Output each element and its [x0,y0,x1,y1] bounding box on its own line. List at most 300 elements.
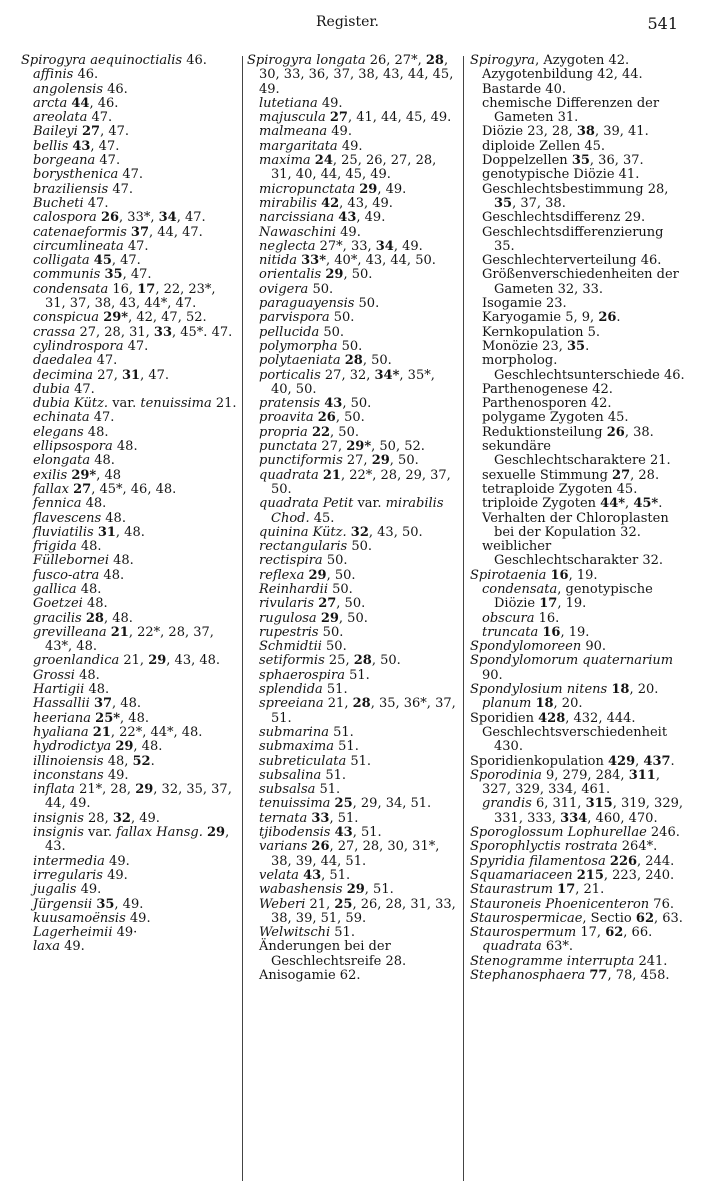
index-entry [247,354,459,368]
entry-text: , 37, 38. [512,195,566,211]
index-entry [470,211,688,225]
entry-text: 32 [112,810,131,826]
index-entry [21,397,239,411]
entry-text: 315 [585,796,613,812]
entry-text: sphaerospira [259,667,345,683]
index-entry [21,855,239,869]
entry-text: 29* [346,439,372,455]
entry-text: . [670,753,675,769]
entry-text: , 49. [114,896,144,912]
entry-text: ternata [259,810,308,826]
entry-text: 49. [125,910,151,926]
index-entry [247,497,459,526]
index-entry [247,612,459,626]
entry-text: pellucida [259,324,320,340]
entry-text: insignis [33,825,84,841]
entry-text: Squamariaceen [470,867,573,883]
entry-text: , 47. [111,253,141,269]
index-entry [470,354,688,383]
entry-text: 29* [71,467,97,483]
entry-text: 16, [108,281,138,297]
entry-text: spreeiana [259,696,324,712]
index-entry [470,869,688,883]
entry-text: polymorpha [259,338,338,354]
index-column-2 [247,54,459,983]
entry-text: obscura [482,610,535,626]
entry-text: 26, 27*, [365,53,426,68]
entry-text: 48, [103,753,133,769]
entry-text: intermedia [33,853,105,869]
entry-text: Bastarde 40. [482,81,566,97]
entry-text: frigida [33,539,77,555]
entry-text: 31 [122,367,141,383]
entry-text: , 45*, 46, 48. [91,481,177,497]
entry-text: 27, [342,453,372,469]
entry-text: Stenogramme interrupta [470,953,635,969]
entry-text: parvispora [259,310,330,326]
entry-text: planum [482,696,532,712]
index-entry [470,469,688,483]
entry-text: 21, [305,896,335,912]
index-entry [21,469,239,483]
index-entry [21,311,239,325]
index-entry [470,940,688,954]
index-entry [247,569,459,583]
entry-text: , 46. [89,95,119,111]
entry-text: Hassallii [33,696,90,712]
entry-text: 43 [338,210,357,226]
entry-text: , 49. [356,210,386,226]
entry-text: Füllebornei [33,553,109,569]
entry-text: chemische Differenzen der Gameten 31. [482,95,660,126]
index-entry [247,669,459,683]
index-entry [247,326,459,340]
entry-text: 46. [103,81,128,97]
entry-text: fennica [33,496,82,512]
entry-text: genotypische Diözie 41. [482,167,640,183]
entry-text: Grossi [33,667,75,683]
index-entry [470,497,688,511]
entry-text: 49. [102,867,128,883]
index-entry [470,569,688,583]
entry-text: 21. [211,396,237,412]
entry-text: Welwitschi [259,925,331,941]
entry-text: tetraploide Zygoten 45. [482,481,638,497]
entry-text: 16 [550,567,569,583]
entry-text: 51. [315,782,341,798]
index-entry [470,626,688,640]
index-entry [21,426,239,440]
entry-text: 21, [323,696,353,712]
entry-text: , 51. [329,810,359,826]
entry-text: Spondylomoreen [470,639,582,655]
entry-text: , 47. [140,367,170,383]
entry-text: 48. [99,567,125,583]
index-entry [21,383,239,397]
entry-text: arcta [33,95,68,111]
entry-text: 44* [600,496,626,512]
entry-text: 52 [132,753,151,769]
entry-text: 47. [108,181,133,197]
entry-text: , 22*, 28, 29, 37, 50. [271,467,451,497]
index-entry [21,540,239,554]
entry-text: 28 [344,353,363,369]
entry-text: 50. [354,296,380,312]
entry-text: , 460, 470. [587,810,658,826]
entry-text: 50. [308,281,334,297]
entry-text: Staurastrum [470,882,554,898]
entry-text: 21, [119,653,149,669]
entry-text: 34 [375,238,394,254]
index-entry [470,140,688,154]
entry-text: , 19. [557,596,587,612]
index-entry [470,912,688,926]
entry-text: 51. [328,724,354,740]
entry-text: weiblicher Geschlechtscharakter 32. [482,539,663,569]
entry-text: 48. [83,424,109,440]
entry-text: 76. [649,896,674,912]
entry-text: Hartigii [33,682,85,698]
entry-text: Lagerheimii [33,925,113,941]
entry-text: subsalsa [259,782,316,798]
index-entry [247,526,459,540]
index-entry [470,54,688,68]
index-entry [21,111,239,125]
entry-text: 17 [137,281,156,297]
entry-text: , 50. [335,410,365,426]
entry-text: 50. [328,581,353,597]
entry-text: , 43. [45,825,230,855]
index-entry [21,654,239,668]
entry-text: hyaliana [33,724,89,740]
index-entry [247,769,459,783]
page-number: 541 [647,14,678,33]
entry-text: 48. [76,581,102,597]
entry-text: malmeana [259,124,328,140]
entry-text: 26 [598,310,617,326]
entry-text: 47. [118,167,144,183]
index-entry [247,226,459,240]
entry-text: subreticulata [259,753,347,769]
entry-text: orientalis [259,267,322,283]
index-entry [21,83,239,97]
entry-text: cylindrospora [33,338,124,354]
entry-text: 27, 28, 31, [75,324,154,340]
entry-text: 37 [130,224,150,240]
entry-text: , 51. [364,882,394,898]
entry-text: paraguayensis [259,296,355,312]
entry-text: , 48 [96,467,122,483]
index-entry [247,626,459,640]
entry-text: 28 [353,653,372,669]
entry-text: 49. [317,95,343,111]
index-entry [470,683,688,697]
entry-text: proavita [259,410,314,426]
index-entry [247,697,459,726]
entry-text: calospora [33,210,97,226]
entry-text: , 51. [352,825,382,841]
entry-text: 334 [560,810,588,826]
entry-text: irregularis [33,867,103,883]
entry-text: , 48. [120,710,149,726]
index-entry [247,125,459,139]
index-entry [21,197,239,211]
entry-text: 29 [207,825,226,841]
entry-text: , 50. [342,396,372,412]
entry-text: Nawaschini [259,224,337,240]
index-entry [21,68,239,82]
entry-text: 29 [359,181,378,197]
index-entry [21,926,239,940]
index-entry [247,755,459,769]
entry-text: 50. [319,324,345,340]
index-entry [21,454,239,468]
entry-text: , 44, 47. [149,224,203,240]
entry-text: borysthenica [33,167,119,183]
entry-text: , 33*, [119,210,159,226]
index-entry [21,697,239,711]
entry-text: , 35*, 40, 50. [271,367,435,397]
entry-text: grevilleana [33,624,107,640]
entry-text: 43 [324,396,343,412]
index-entry [21,769,239,783]
entry-text: 34* [374,367,400,383]
entry-text: 29 [308,567,327,583]
entry-text: 90. [581,639,607,655]
entry-text: , 26, 28, 31, 33, 38, 39, 51, 59. [271,896,456,926]
index-entry [470,326,688,340]
entry-text: Spirotaenia [470,567,547,583]
index-entry [470,311,688,325]
entry-text: , 43, 49. [339,195,393,211]
index-entry [247,111,459,125]
entry-text: 9, 279, 284, [541,767,629,783]
entry-text: Spirogyra longata [247,53,366,68]
index-entry [470,154,688,168]
entry-text: 26 [317,410,336,426]
entry-text: gallica [33,581,77,597]
entry-text: Sporidien [470,710,539,726]
entry-text: Verhalten der Chloroplasten bei der Kopulation 32. [482,510,669,540]
index-entry [470,125,688,139]
entry-text: Geschlechtsdifferenzierung 35. [482,224,664,254]
entry-text: 25 [334,896,353,912]
index-entry [247,812,459,826]
entry-text: 45. [309,510,335,526]
entry-text: 48. [112,439,138,455]
index-entry [470,797,688,826]
index-entry [21,740,239,754]
entry-text: Jürgensii [33,896,93,912]
entry-text: triploide Zygoten [482,496,601,512]
entry-text: narcissiana [259,210,335,226]
entry-text: truncata [482,624,539,640]
entry-text: propria [259,424,308,440]
index-entry [21,726,239,740]
index-entry [470,97,688,126]
entry-text: , 27, 28, 30, 31*, 38, 39, 44, 51. [271,839,440,869]
index-entry [247,683,459,697]
index-entry [21,512,239,526]
entry-text: inconstans [33,767,104,783]
entry-text: ellipsospora [33,439,113,455]
index-entry [470,226,688,255]
index-entry [21,755,239,769]
entry-text: Baileyi [33,124,78,140]
index-entry [247,640,459,654]
entry-text: Parthenogenese 42. [482,381,613,397]
entry-text: submaxima [259,739,335,755]
entry-text: daedalea [33,353,93,369]
entry-text: , 50, 52. [371,439,425,455]
entry-text: 50. [347,539,372,555]
entry-text: 264*. [617,839,658,855]
entry-text: , 49. [393,238,423,254]
entry-text: , 20. [553,696,583,712]
entry-text: 25, [324,653,354,669]
index-entry [21,268,239,282]
entry-text: 90. [482,667,503,683]
entry-text: . [150,753,155,769]
entry-text: 48. [90,453,115,469]
index-entry [247,283,459,297]
entry-text: 24 [314,153,333,169]
entry-text: Geschlechtsbestimmung 28, [482,181,669,197]
entry-text: Spondylosium nitens [470,682,608,698]
entry-text: dubia Kütz. [33,396,109,412]
entry-text: diploide Zellen 45. [482,138,606,154]
entry-text: 45* [633,496,659,512]
index-entry [247,254,459,268]
entry-text: quadrata [482,939,542,955]
index-entry [21,440,239,454]
entry-text: submarina [259,724,329,740]
index-entry [21,369,239,383]
entry-text: rectispira [259,553,323,569]
index-entry [470,712,688,726]
entry-text: 27 [73,481,92,497]
index-entry [247,554,459,568]
entry-text: communis [33,267,101,283]
entry-text: Doppelzellen [482,153,572,169]
entry-text: , 20. [629,682,659,698]
entry-text: rectangularis [259,539,348,555]
index-entry [21,54,239,68]
entry-text: 47. [89,410,115,426]
entry-text: fluviatilis [33,524,94,540]
entry-text: , 48. [103,610,133,626]
index-entry [21,683,239,697]
entry-text: , 51. [321,867,351,883]
entry-text: . [585,338,590,354]
entry-text: , 50. [389,453,419,469]
entry-text: Reinhardii [259,581,328,597]
entry-text: 43 [334,825,353,841]
entry-text: 51. [321,767,347,783]
column-divider [463,56,464,1181]
entry-text: rivularis [259,596,315,612]
entry-text: , 48. [112,696,141,712]
entry-text: , 22*, 44*, 48. [110,724,203,740]
entry-text: , 43, 50. [368,524,423,540]
entry-text: 47. [123,238,149,254]
entry-text: Geschlechterverteilung 46. [482,253,662,269]
entry-text: 35 [494,195,513,211]
entry-text: 35 [571,153,590,169]
index-entry [247,940,459,969]
entry-text: tjibodensis [259,825,331,841]
entry-text: elegans [33,424,84,440]
entry-text: 16. [534,610,560,626]
entry-text: splendida [259,682,323,698]
index-entry [470,583,688,612]
entry-text: 77 [589,968,608,983]
entry-text: fusco-atra [33,567,100,583]
entry-text: morpholog. Geschlechtsunterschiede 46. [482,353,685,383]
entry-text: 6, 311, [531,796,586,812]
entry-text: , 21. [575,882,605,898]
entry-text: 43 [72,138,91,154]
entry-text: reflexa [259,567,305,583]
entry-text: 27, 32, [320,367,375,383]
index-entry [247,869,459,883]
entry-text: catenaeformis [33,224,127,240]
entry-text: 25* [95,710,121,726]
index-entry [247,397,459,411]
entry-text: nitida [259,253,297,269]
index-column-1 [21,54,239,955]
index-entry [470,411,688,425]
entry-text: 33* [301,253,327,269]
index-entry [21,612,239,626]
entry-text: , 48. [115,524,145,540]
entry-text: 16 [542,624,561,640]
index-entry [21,526,239,540]
entry-text: 35 [96,896,115,912]
entry-text: Monözie 23, [482,338,567,354]
entry-text: rugulosa [259,610,317,626]
running-header: Register. [316,14,379,30]
entry-text: , 30, 33, 36, 37, 38, 43, 44, 45, 49. [259,53,454,97]
entry-text: decimina [33,367,94,383]
entry-text: velata [259,867,299,883]
entry-text: 35 [566,338,586,354]
entry-text: echinata [33,410,90,426]
entry-text: , 327, 329, 334, 461. [482,767,660,798]
entry-text: 51. [346,753,372,769]
entry-text: illinoiensis [33,753,104,769]
entry-text: Staurospermicae [470,910,583,926]
index-entry [21,669,239,683]
entry-text: polytaeniata [259,353,341,369]
entry-text: , 63. [654,910,683,926]
entry-text: 48. [76,539,102,555]
entry-text: 50. [318,624,344,640]
entry-text: 29 [346,882,365,898]
entry-text: bellis [33,138,69,154]
entry-text: lutetiana [259,95,318,111]
entry-text: 246. [646,825,680,841]
entry-text: , [625,496,634,512]
index-entry [470,483,688,497]
entry-text: , 223, 240. [603,867,675,883]
index-entry [247,969,459,983]
entry-text: 62 [635,910,654,926]
entry-text: Isogamie 23. [482,296,567,312]
entry-text: 17 [557,882,576,898]
entry-text: Azygotenbildung 42, 44. [482,67,643,83]
entry-text: 28 [425,53,444,68]
